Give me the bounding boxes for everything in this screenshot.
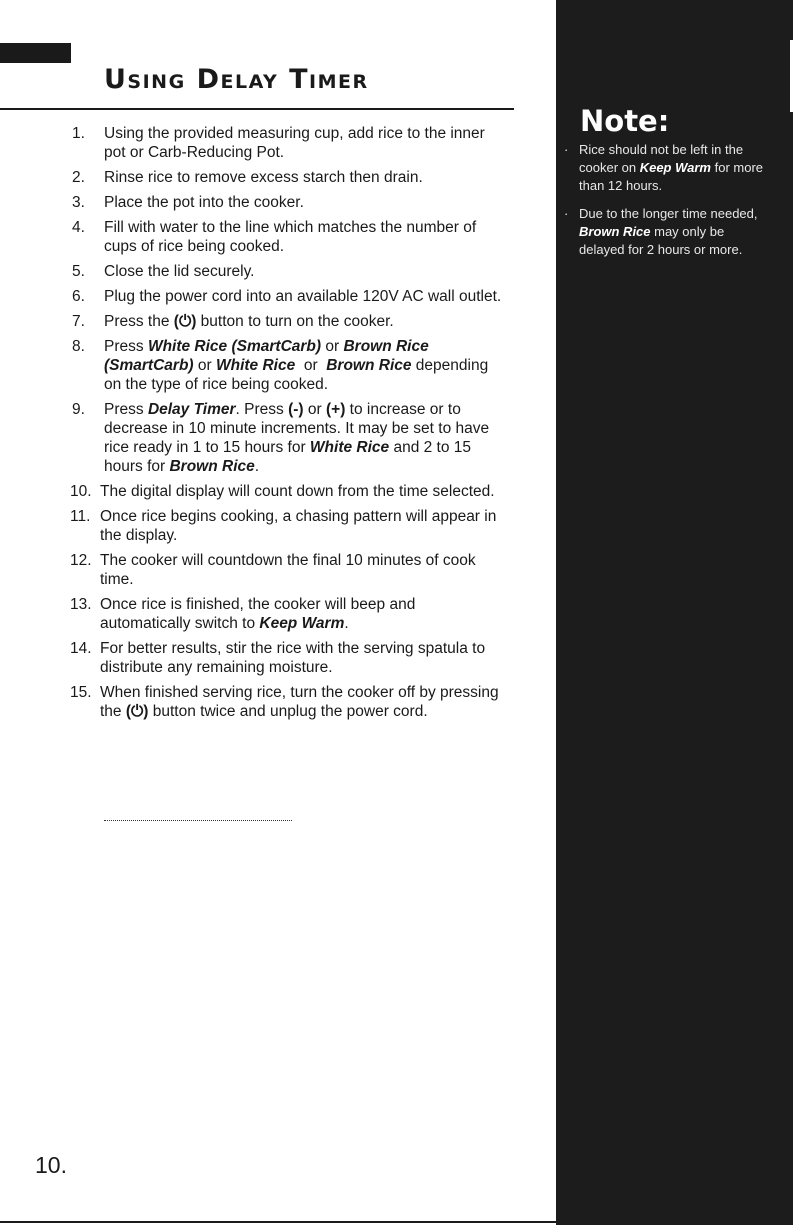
button-name-emphasis: Brown Rice xyxy=(169,458,255,475)
note-item xyxy=(564,205,769,259)
note-list xyxy=(564,141,769,269)
text-run: to increase or to decrease in 10 minute increments. It may be set to have rice ready in 1 to 15 hours for xyxy=(104,401,490,456)
text-run: Press xyxy=(104,401,148,418)
list-item xyxy=(72,482,502,501)
button-name-emphasis: Brown Rice (SmartCarb) xyxy=(104,338,429,374)
text-run: depending on the type of rice being cooked. xyxy=(104,357,489,393)
page-title: Using Delay Timer xyxy=(104,64,369,95)
step-text: Close the lid securely. xyxy=(104,263,255,280)
bullet-icon: · xyxy=(564,206,569,221)
text-run: Due to the longer time needed, xyxy=(579,206,758,221)
list-item xyxy=(72,551,502,589)
step-number: 6. xyxy=(72,288,85,305)
plus-button-label: (+) xyxy=(326,401,346,418)
step-text: Fill with water to the line which matches the number of cups of rice being cooked. xyxy=(104,219,477,255)
step-text: Once rice begins cooking, a chasing pattern will appear in the display. xyxy=(100,508,497,544)
list-item xyxy=(72,124,502,162)
step-text: The cooker will countdown the final 10 minutes of cook time. xyxy=(100,552,476,588)
step-number: 8. xyxy=(72,338,85,355)
step-number: 10. xyxy=(70,483,92,500)
minus-button-label: (-) xyxy=(288,401,304,418)
button-name-emphasis: White Rice (SmartCarb) xyxy=(147,338,322,355)
text-run: Press the xyxy=(104,313,174,330)
button-name-emphasis: White Rice xyxy=(309,439,390,456)
list-item xyxy=(72,287,502,306)
button-name-emphasis: Keep Warm xyxy=(639,160,711,175)
list-item xyxy=(72,168,502,187)
text-run: . xyxy=(254,458,260,475)
list-item xyxy=(72,400,502,476)
text-run: When finished serving rice, turn the cooker off by pressing the xyxy=(100,684,499,720)
step-text: Place the pot into the cooker. xyxy=(104,194,304,211)
step-text: Rinse rice to remove excess starch then drain. xyxy=(104,169,423,186)
step-number: 7. xyxy=(72,313,85,330)
note-sidebar xyxy=(556,0,793,1225)
note-title: Note: xyxy=(580,104,670,138)
step-text: For better results, stir the rice with the serving spatula to distribute any remaining moisture. xyxy=(100,640,486,676)
list-item xyxy=(72,337,502,394)
bullet-icon: · xyxy=(564,142,569,157)
text-run: or xyxy=(303,401,326,418)
step-number: 14. xyxy=(70,640,92,657)
step-number: 5. xyxy=(72,263,85,280)
bottom-divider xyxy=(0,1221,556,1223)
text-run: or xyxy=(193,357,216,374)
list-item xyxy=(72,595,502,633)
button-name-emphasis: Keep Warm xyxy=(259,615,345,632)
note-item xyxy=(564,141,769,195)
step-text xyxy=(104,400,502,476)
step-number: 4. xyxy=(72,219,85,236)
step-number: 9. xyxy=(72,401,85,418)
text-run: . xyxy=(344,615,349,632)
step-text xyxy=(104,337,502,394)
button-name-emphasis: Delay Timer xyxy=(147,401,236,418)
text-run: . Press xyxy=(235,401,289,418)
step-text xyxy=(100,683,502,721)
step-number: 11. xyxy=(70,508,91,525)
page-number: 10. xyxy=(35,1152,67,1178)
power-icon: (⏻) xyxy=(125,703,149,720)
list-item xyxy=(72,218,502,256)
button-name-emphasis: White Rice xyxy=(215,357,296,374)
text-run: button twice and unplug the power cord. xyxy=(148,703,428,720)
button-name-emphasis: Brown Rice xyxy=(326,357,412,374)
list-item xyxy=(72,262,502,281)
button-name-emphasis: Brown Rice xyxy=(579,224,651,239)
text-run: or xyxy=(295,357,327,374)
title-divider xyxy=(0,108,514,110)
step-text: Using the provided measuring cup, add rice to the inner pot or Carb-Reducing Pot. xyxy=(104,125,485,161)
note-text xyxy=(579,205,769,259)
step-text xyxy=(104,312,502,331)
text-run: for more than 12 hours. xyxy=(579,160,764,193)
step-text: The digital display will count down from the time selected. xyxy=(100,483,495,500)
step-text: Plug the power cord into an available 120V AC wall outlet. xyxy=(104,288,502,305)
note-text xyxy=(579,141,769,195)
step-number: 15. xyxy=(70,684,92,701)
dotted-divider xyxy=(104,820,292,821)
instruction-steps xyxy=(72,124,502,727)
list-item xyxy=(72,193,502,212)
list-item xyxy=(72,312,502,331)
step-number: 3. xyxy=(72,194,85,211)
list-item xyxy=(72,683,502,721)
section-tab-marker xyxy=(0,43,71,63)
text-run: may only be delayed for 2 hours or more. xyxy=(579,224,743,257)
text-run: Once rice is finished, the cooker will beep and automatically switch to xyxy=(100,596,416,632)
step-number: 1. xyxy=(72,125,85,142)
text-run: or xyxy=(321,338,344,355)
step-text xyxy=(100,595,502,633)
list-item xyxy=(72,507,502,545)
text-run: and 2 to 15 hours for xyxy=(104,439,472,475)
step-number: 13. xyxy=(70,596,92,613)
text-run: Press xyxy=(104,338,148,355)
text-run: Rice should not be left in the cooker on xyxy=(579,142,744,175)
step-number: 12. xyxy=(70,552,92,569)
step-number: 2. xyxy=(72,169,85,186)
list-item xyxy=(72,639,502,677)
text-run: button to turn on the cooker. xyxy=(196,313,394,330)
power-icon: (⏻) xyxy=(173,313,197,330)
